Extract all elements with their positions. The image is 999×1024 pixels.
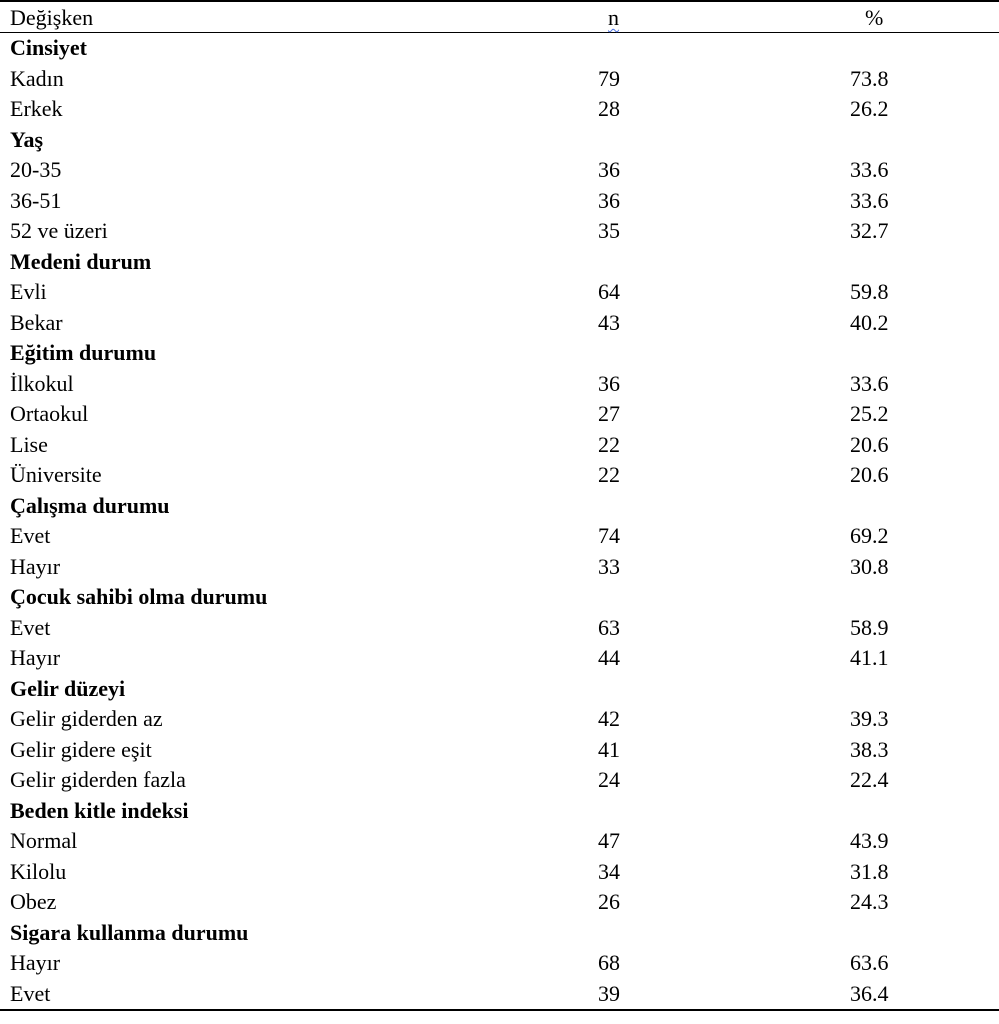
row-label: Gelir giderden fazla	[10, 767, 186, 792]
row-n-value	[571, 125, 841, 156]
row-label: 52 ve üzeri	[10, 218, 108, 243]
row-label: Evli	[10, 279, 47, 304]
table-row	[0, 399, 999, 430]
row-n-value: 43	[598, 309, 620, 335]
row-percent-value: 25.2	[850, 401, 889, 426]
row-n-value: 26	[598, 889, 620, 914]
row-label: Erkek	[10, 96, 63, 121]
row-label: Hayır	[10, 645, 61, 670]
row-percent-value: 39.3	[850, 706, 889, 731]
row-n-value	[571, 918, 841, 949]
table-row	[0, 643, 999, 674]
row-n-value: 63	[598, 614, 620, 640]
group-header-row	[0, 125, 999, 156]
table-row	[0, 704, 999, 735]
row-label: Gelir giderden az	[10, 706, 163, 731]
row-percent-value: 24.3	[850, 889, 889, 914]
group-header-row	[0, 338, 999, 369]
row-n-value: 36	[598, 370, 620, 396]
row-n-value: 35	[598, 218, 620, 243]
row-label: Ortaokul	[10, 401, 89, 426]
table-row	[0, 277, 999, 308]
row-n-value: 42	[598, 706, 620, 731]
table-row	[0, 613, 999, 644]
table-header	[0, 1, 999, 33]
row-percent-value	[841, 491, 999, 522]
row-percent-value: 31.8	[850, 858, 889, 884]
row-n-value: 74	[598, 523, 620, 548]
group-header-row	[0, 796, 999, 827]
row-label: Üniversite	[10, 462, 102, 487]
group-label: Gelir düzeyi	[10, 675, 126, 701]
row-n-value	[571, 491, 841, 522]
row-percent-value	[841, 582, 999, 613]
row-n-value: 27	[598, 401, 620, 426]
row-percent-value: 36.4	[841, 979, 999, 1011]
row-label: Lise	[10, 431, 48, 457]
row-label: Hayır	[10, 553, 61, 579]
group-label: Çocuk sahibi olma durumu	[10, 584, 268, 609]
row-n-value: 28	[598, 96, 620, 121]
row-percent-value: 73.8	[850, 65, 889, 91]
table-row	[0, 460, 999, 491]
row-label: İlkokul	[10, 370, 74, 396]
row-label: 20-35	[10, 157, 62, 182]
group-header-row	[0, 582, 999, 613]
table-row	[0, 857, 999, 888]
row-n-value: 41	[598, 736, 620, 762]
group-label: Sigara kullanma durumu	[10, 919, 249, 945]
row-label: Kilolu	[10, 858, 67, 884]
row-percent-value: 22.4	[850, 767, 889, 792]
table-row	[0, 94, 999, 125]
row-n-value: 33	[598, 553, 620, 579]
row-label: Evet	[0, 979, 571, 1011]
row-percent-value: 69.2	[850, 523, 889, 548]
row-percent-value: 26.2	[850, 96, 889, 121]
header-variable: Değişken	[0, 1, 571, 33]
row-n-value: 44	[598, 645, 620, 670]
row-label: 36-51	[10, 187, 62, 213]
row-n-value: 79	[598, 65, 620, 91]
group-label: Eğitim durumu	[10, 340, 157, 365]
group-label: Yaş	[10, 126, 44, 152]
row-percent-value	[841, 125, 999, 156]
row-n-value: 36	[598, 157, 620, 182]
row-percent-value: 63.6	[850, 950, 889, 975]
header-percent: %	[841, 1, 999, 33]
table-row	[0, 186, 999, 217]
header-row	[0, 1, 999, 33]
table-row	[0, 308, 999, 339]
table-row	[0, 369, 999, 400]
group-header-row	[0, 33, 999, 64]
table-row	[0, 826, 999, 857]
row-n-value	[571, 674, 841, 705]
row-percent-value: 41.1	[850, 645, 889, 670]
row-n-value: 64	[598, 279, 620, 304]
table-row	[0, 64, 999, 95]
row-n-value: 24	[598, 767, 620, 792]
row-percent-value: 58.9	[850, 614, 889, 640]
row-label: Obez	[10, 889, 57, 914]
row-percent-value: 20.6	[850, 431, 889, 457]
table-row	[0, 216, 999, 247]
row-label: Evet	[10, 614, 51, 640]
row-percent-value: 33.6	[850, 187, 889, 213]
row-n-value: 34	[598, 858, 620, 884]
row-n-value	[571, 33, 841, 64]
group-header-row	[0, 918, 999, 949]
row-label: Evet	[10, 523, 51, 548]
table-row	[0, 430, 999, 461]
row-percent-value: 33.6	[850, 370, 889, 396]
table-row	[0, 887, 999, 918]
row-percent-value: 38.3	[850, 736, 889, 762]
table-row	[0, 155, 999, 186]
table-row	[0, 765, 999, 796]
row-label: Normal	[10, 828, 78, 853]
row-n-value	[571, 247, 841, 278]
header-n	[571, 1, 841, 33]
table-row	[0, 979, 999, 1011]
group-header-row	[0, 674, 999, 705]
row-label: Gelir gidere eşit	[10, 736, 152, 762]
row-percent-value	[841, 674, 999, 705]
row-n-value: 47	[598, 828, 620, 853]
header-n-text: n	[608, 5, 619, 30]
row-percent-value	[841, 33, 999, 64]
group-label: Medeni durum	[10, 248, 152, 274]
row-n-value	[571, 338, 841, 369]
row-label: Hayır	[10, 950, 61, 975]
row-n-value: 22	[598, 462, 620, 487]
row-percent-value: 43.9	[850, 828, 889, 853]
group-header-row	[0, 247, 999, 278]
row-percent-value: 59.8	[850, 279, 889, 304]
row-percent-value: 32.7	[850, 218, 889, 243]
row-n-value	[571, 582, 841, 613]
group-label: Çalışma durumu	[10, 492, 170, 518]
row-percent-value	[841, 338, 999, 369]
table-row	[0, 735, 999, 766]
row-percent-value: 30.8	[850, 553, 889, 579]
row-percent-value	[841, 796, 999, 827]
group-header-row	[0, 491, 999, 522]
row-n-value: 22	[598, 431, 620, 457]
group-label: Cinsiyet	[10, 35, 87, 60]
row-percent-value	[841, 247, 999, 278]
row-percent-value	[841, 918, 999, 949]
table-body	[0, 33, 999, 1011]
row-label: Kadın	[10, 65, 64, 91]
table-row	[0, 948, 999, 979]
row-percent-value: 33.6	[850, 157, 889, 182]
row-n-value: 36	[598, 187, 620, 213]
row-n-value: 68	[598, 950, 620, 975]
table-row	[0, 552, 999, 583]
row-n-value	[571, 796, 841, 827]
row-percent-value: 20.6	[850, 462, 889, 487]
row-label: Bekar	[10, 309, 63, 335]
row-percent-value: 40.2	[850, 309, 889, 335]
group-label: Beden kitle indeksi	[10, 797, 189, 823]
row-n-value: 39	[571, 979, 841, 1011]
table-row	[0, 521, 999, 552]
